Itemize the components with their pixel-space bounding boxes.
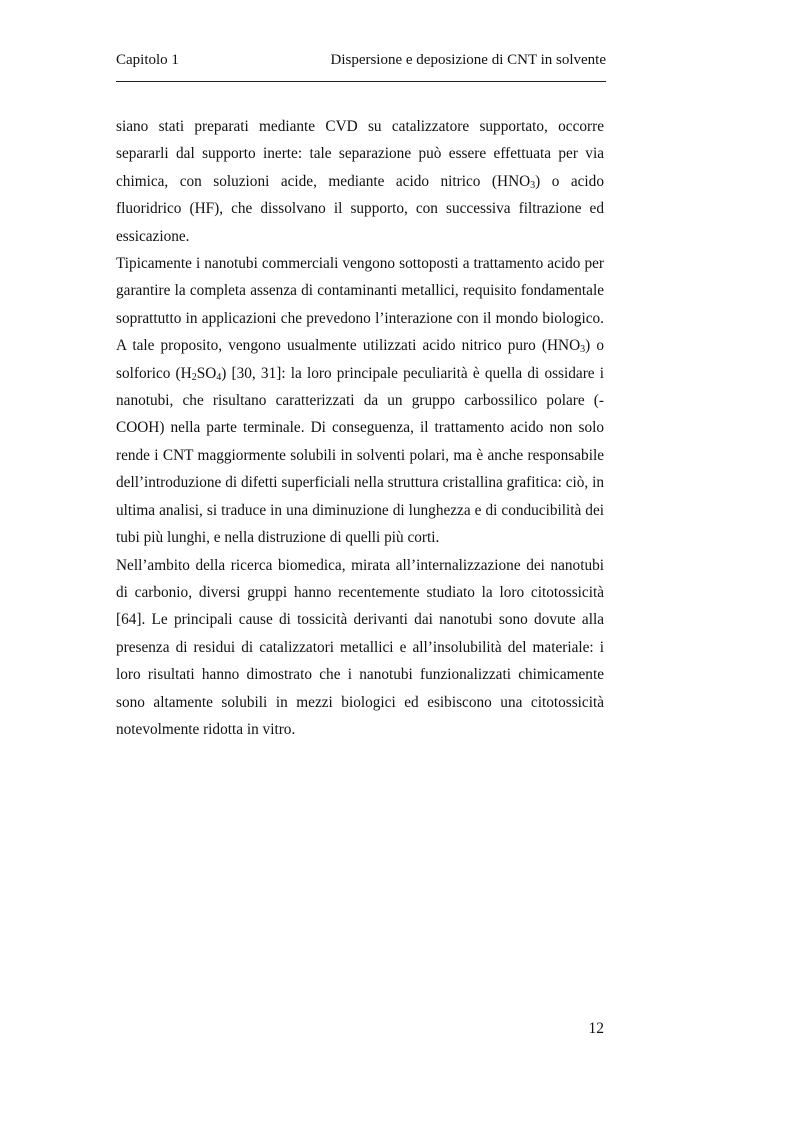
paragraph-2-text-1: Tipicamente i nanotubi commerciali vengono sottoposti a trattamento acido per garantire la completa assenza di contaminanti metallici, requisito fondamentale soprattutto in applicazioni che prevedono l’interazione con il mondo biologico. A tale proposito, vengono usualmente utilizzati acido nitrico puro (HNO xyxy=(116,255,604,355)
paragraph-1 xyxy=(116,113,604,250)
paragraph-2-text-3: SO xyxy=(196,364,217,382)
page-header xyxy=(116,50,606,70)
paragraph-1-text-1: siano stati preparati mediante CVD su catalizzatore supportato, occorre separarli dal supporto inerte: tale separazione può essere effettuata per via chimica, con soluzioni acide, mediante acido nitrico (HNO xyxy=(116,118,604,190)
subscript: 4 xyxy=(216,371,222,383)
paragraph-2-text-4: ) [30, 31]: la loro principale peculiarità è quella di ossidare i nanotubi, che risultano caratterizzati da un gruppo carbossilico polare (-COOH) nella parte terminale. Di conseguenza, il trattamento acido non solo rende i CNT maggiormente solubili in solventi polari, ma è anche responsabile dell’introduzione di difetti superficiali nella struttura cristallina grafitica: ciò, in ultima analisi, si traduce in una diminuzione di lunghezza e di conducibilità dei tubi più lunghi, e nella distruzione di quelli più corti. xyxy=(116,364,605,547)
body-text xyxy=(116,113,604,743)
paragraph-2 xyxy=(116,250,604,551)
paragraph-3: Nell’ambito della ricerca biomedica, mirata all’internalizzazione dei nanotubi di carbonio, diversi gruppi hanno recentemente studiato la loro citotossicità [64]. Le principali cause di tossicità derivanti dai nanotubi sono dovute alla presenza di residui di catalizzatori metallici e all’insolubilità del materiale: i loro risultati hanno dimostrato che i nanotubi funzionalizzati chimicamente sono altamente solubili in mezzi biologici ed esibiscono una citotossicità notevolmente ridotta in vitro. xyxy=(116,556,604,738)
page-number: 12 xyxy=(588,1020,604,1037)
subscript: 3 xyxy=(530,179,536,191)
subscript: 3 xyxy=(580,344,586,356)
section-title: Dispersione e deposizione di CNT in solvente xyxy=(330,52,606,68)
paragraph-1-text-2: ) o acido fluoridrico (HF), che dissolvano il supporto, con successiva filtrazione ed essicazione. xyxy=(116,172,604,245)
paragraph-2-text-2: ) o solforico (H xyxy=(116,337,604,382)
chapter-label: Capitolo 1 xyxy=(116,52,179,68)
header-divider xyxy=(116,81,606,82)
subscript: 2 xyxy=(191,371,197,383)
